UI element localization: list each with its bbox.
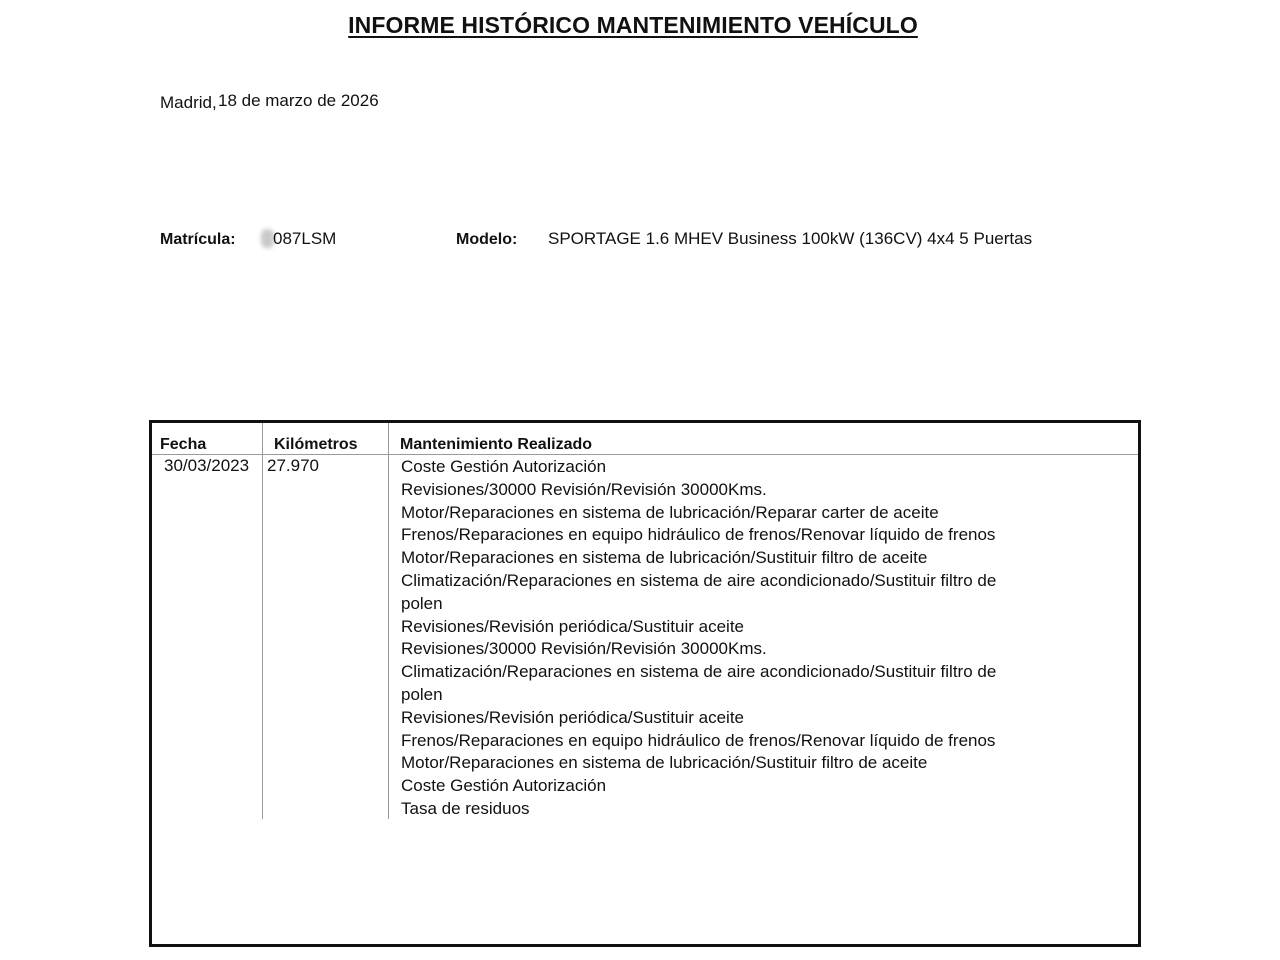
maintenance-item: Motor/Reparaciones en sistema de lubricación/Reparar carter de aceite [401,502,939,522]
maintenance-item: Tasa de residuos [401,798,530,818]
maintenance-table [149,420,1141,947]
header-divider [152,454,1138,455]
maintenance-item: Revisiones/30000 Revisión/Revisión 30000Kms. [401,479,767,499]
maintenance-list [401,456,1001,821]
maintenance-item: Revisiones/Revisión periódica/Sustituir aceite [401,707,744,727]
report-place: Madrid, [160,93,217,112]
header-date: Fecha [160,436,207,453]
maintenance-item: Revisiones/30000 Revisión/Revisión 30000Kms. [401,639,767,659]
plate-label: Matrícula: [160,231,236,248]
maintenance-item: Motor/Reparaciones en sistema de lubricación/Sustituir filtro de aceite [401,753,928,773]
maintenance-item: Frenos/Reparaciones en equipo hidráulico de frenos/Renovar líquido de frenos [401,730,996,750]
maintenance-item: Frenos/Reparaciones en equipo hidráulico de frenos/Renovar líquido de frenos [401,525,996,545]
report-title: INFORME HISTÓRICO MANTENIMIENTO VEHÍCULO [348,12,918,38]
maintenance-item: Motor/Reparaciones en sistema de lubricación/Sustituir filtro de aceite [401,548,928,568]
header-km: Kilómetros [274,436,358,453]
column-divider-2 [388,423,389,819]
maintenance-item: Climatización/Reparaciones en sistema de aire acondicionado/Sustituir filtro de polen [401,662,997,704]
maintenance-item: Revisiones/Revisión periódica/Sustituir aceite [401,616,744,636]
header-maintenance: Mantenimiento Realizado [400,436,593,453]
row-km: 27.970 [267,456,319,475]
model-label: Modelo: [456,231,518,248]
maintenance-item: Coste Gestión Autorización [401,457,607,476]
maintenance-item: Coste Gestión Autorización [401,776,607,796]
maintenance-item: Climatización/Reparaciones en sistema de aire acondicionado/Sustituir filtro de polen [401,570,997,613]
model-value: SPORTAGE 1.6 MHEV Business 100kW (136CV) 4x4 5 Puertas [548,229,1033,248]
plate-value: 087LSM [273,229,337,248]
report-date: 18 de marzo de 2026 [218,91,379,110]
column-divider-1 [262,423,263,819]
row-date: 30/03/2023 [164,456,250,475]
